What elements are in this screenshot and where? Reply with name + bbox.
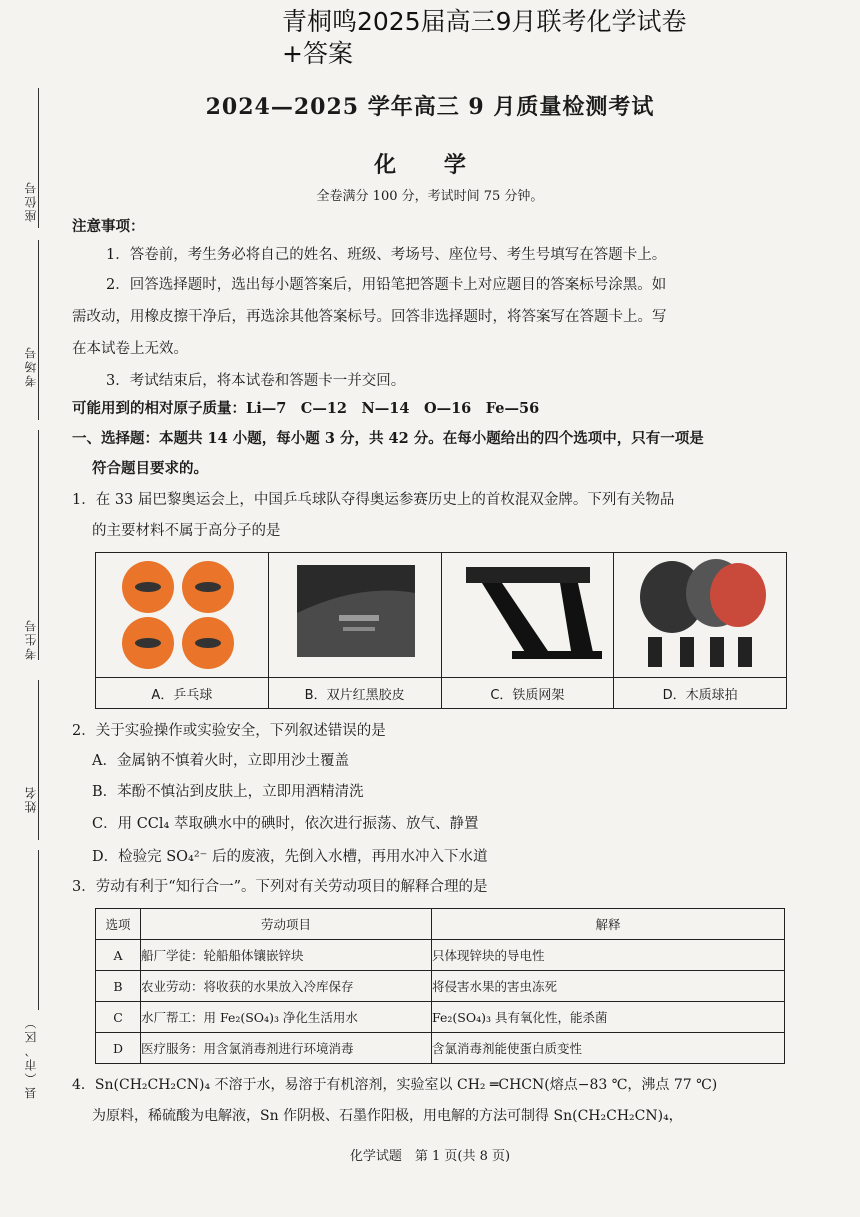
q1-stem-1: 1．在 33 届巴黎奥运会上，中国乒乓球队夺得奥运参赛历史上的首枚混双金牌。下列有关物品 [72,492,675,508]
binding-line [38,680,39,840]
room-number-label: 考场号 [24,345,38,387]
table-row [96,940,785,971]
seat-number-label: 座位号 [24,180,38,222]
note-2b: 需改动，用橡皮擦干净后，再选涂其他答案标号。回答非选择题时，将答案写在答题卡上。写 [72,309,667,325]
watermark-line1: 青桐鸣2025届高三9月联考化学试卷 [282,7,687,36]
q3-table [95,908,785,1064]
q3-header-task: 劳动项目 [141,909,432,940]
county-label: 县（市、区） [24,1015,38,1099]
watermark [282,6,752,70]
q2-option-c: C．用 CCl₄ 萃取碘水中的碘时，依次进行振荡、放气、静置 [92,816,479,832]
q1-stem-2: 的主要材料不属于高分子的是 [92,523,281,539]
q3-row-explain: 只体现锌块的导电性 [432,940,785,971]
q3-row-explain: 将侵害水果的害虫冻死 [432,971,785,1002]
q3-header-row [96,909,785,940]
binding-line [38,240,39,420]
q3-header-option: 选项 [96,909,141,940]
q4-line-2: 为原料，稀硫酸为电解液，Sn 作阴极、石墨作阳极，用电解的方法可制得 Sn(CH₂CH₂CN)₄， [92,1108,683,1124]
net-frame-image [441,553,614,678]
q3-row-label: C [96,1002,141,1033]
watermark-line2: +答案 [282,39,353,68]
q1-option-b: B．双片红黑胶皮 [268,678,441,709]
q3-row-label: D [96,1033,141,1064]
q3-header-explain: 解释 [432,909,785,940]
page-footer: 化学试题 第 1 页(共 8 页) [349,1149,511,1164]
q3-row-explain: Fe₂(SO₄)₃ 具有氧化性，能杀菌 [432,1002,785,1033]
section1-line2: 符合题目要求的。 [92,460,208,477]
q3-row-label: A [96,940,141,971]
exam-title: 2024—2025 学年高三 9 月质量检测考试 [205,94,655,120]
q1-option-c: C．铁质网架 [441,678,614,709]
wooden-paddles-image [614,553,787,678]
q3-stem: 3．劳动有利于“知行合一”。下列对有关劳动项目的解释合理的是 [72,879,488,895]
name-label: 姓名 [24,785,38,813]
q1-image-table [95,552,787,709]
q2-option-b: B．苯酚不慎沾到皮肤上，立即用酒精清洗 [92,784,364,800]
note-3: 3．考试结束后，将本试卷和答题卡一并交回。 [106,373,406,389]
q3-row-task: 船厂学徒：轮船船体镶嵌锌块 [141,940,432,971]
ping-pong-balls-image [96,553,269,678]
binding-line [38,850,39,1010]
q2-option-a: A．金属钠不慎着火时，立即用沙土覆盖 [92,753,349,769]
table-row [96,1002,785,1033]
note-2c: 在本试卷上无效。 [72,341,188,357]
notes-heading: 注意事项： [72,218,145,235]
q1-option-d: D．木质球拍 [614,678,787,709]
q1-option-a: A．乒乓球 [96,678,269,709]
q3-row-task: 医疗服务：用含氯消毒剂进行环境消毒 [141,1033,432,1064]
table-row [96,1033,785,1064]
q3-row-explain: 含氯消毒剂能使蛋白质变性 [432,1033,785,1064]
q3-row-task: 农业劳动：将收获的水果放入冷库保存 [141,971,432,1002]
atomic-masses: 可能用到的相对原子质量：Li—7 C—12 N—14 O—16 Fe—56 [72,400,540,417]
exam-meta: 全卷满分 100 分，考试时间 75 分钟。 [316,189,544,204]
note-1: 1．答卷前，考生务必将自己的姓名、班级、考场号、座位号、考生号填写在答题卡上。 [106,247,667,263]
q4-line-1: 4．Sn(CH₂CH₂CN)₄ 不溶于水，易溶于有机溶剂，实验室以 CH₂ ═CHCN(熔点−83 ℃，沸点 77 ℃) [72,1077,718,1093]
note-2a: 2．回答选择题时，选出每小题答案后，用铅笔把答题卡上对应题目的答案标号涂黑。如 [106,277,667,293]
table-row [96,971,785,1002]
student-number-label: 考生号 [24,618,38,660]
q3-row-task: 水厂帮工：用 Fe₂(SO₄)₃ 净化生活用水 [141,1002,432,1033]
q3-row-label: B [96,971,141,1002]
q2-stem: 2．关于实验操作或实验安全，下列叙述错误的是 [72,723,386,739]
section1-line1: 一、选择题：本题共 14 小题，每小题 3 分，共 42 分。在每小题给出的四个选项中，只有一项是 [72,430,704,447]
subject-title: 化 学 [374,152,486,178]
q2-option-d: D．检验完 SO₄²⁻ 后的废液，先倒入水槽，再用水冲入下水道 [92,849,488,865]
rubber-sheet-image [268,553,441,678]
